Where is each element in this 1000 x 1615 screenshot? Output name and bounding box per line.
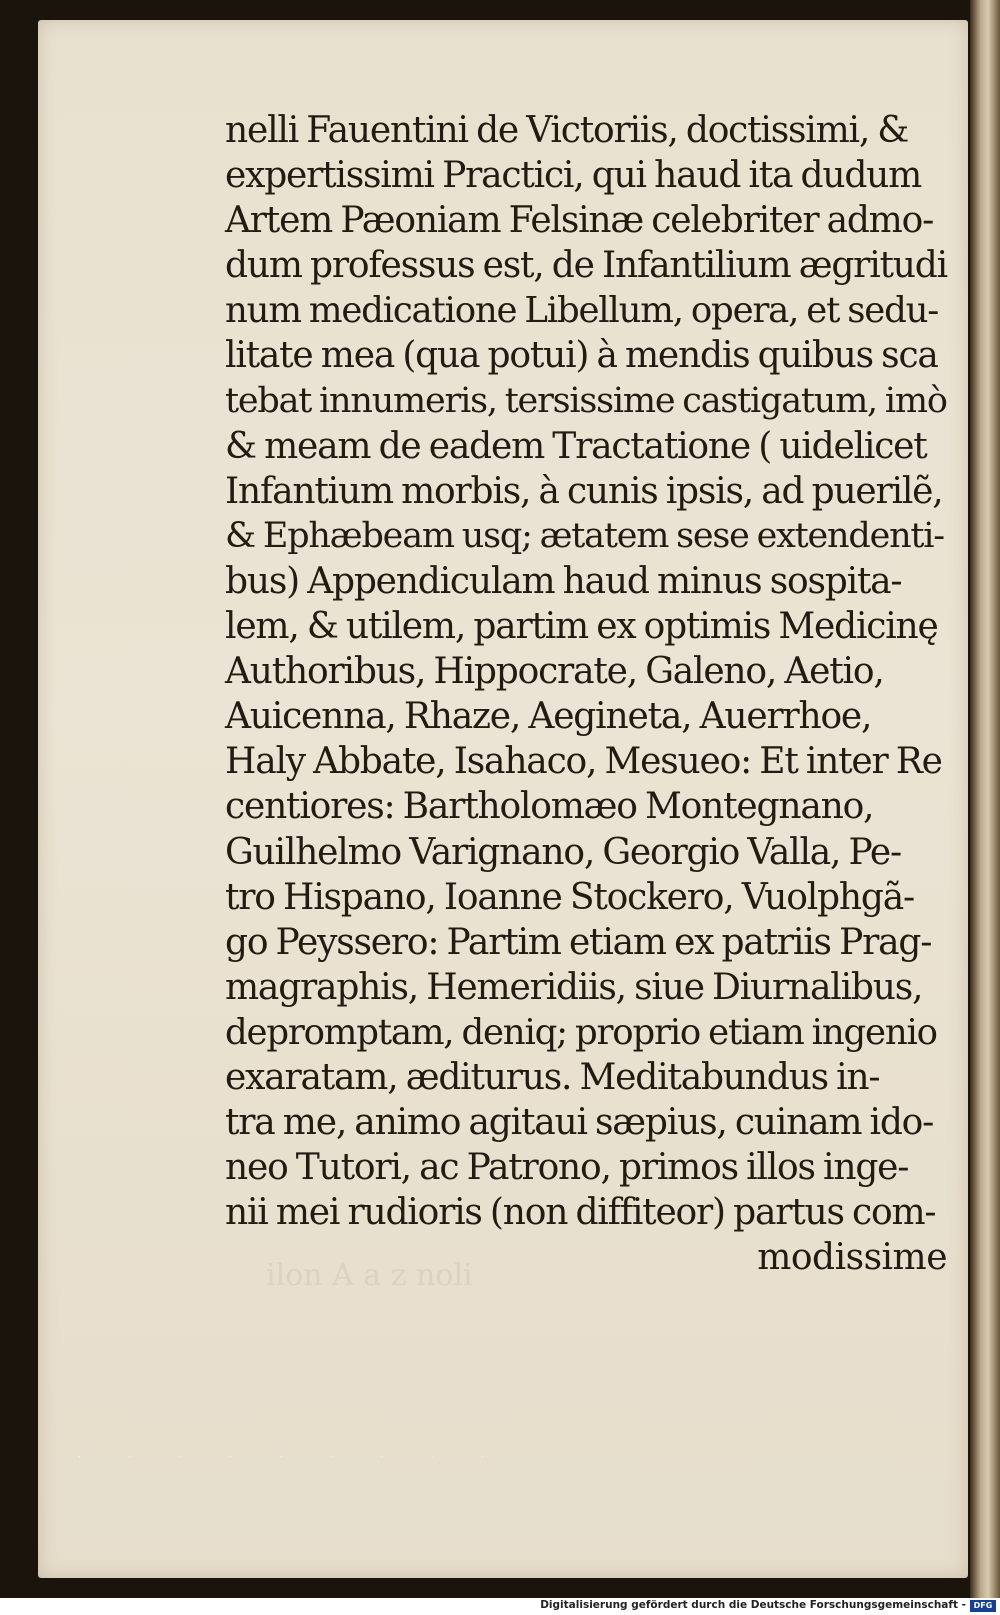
paper-specks: · · · · · · · · ·	[78, 1452, 507, 1463]
text-line: expertissimi Practici, qui haud ita dudum	[225, 155, 922, 197]
show-through-text: ilon A a z noli	[266, 1258, 473, 1293]
text-line: Authoribus, Hippocrate, Galeno, Aetio,	[225, 651, 884, 693]
body-text	[225, 108, 947, 1280]
text-line: tebat innumeris, tersissime castigatum, imò	[225, 380, 947, 421]
text-line: & Ephæbeam usq; ætatem sese extendenti-	[225, 515, 944, 556]
text-line: magraphis, Hemeridiis, siue Diurnalibus,	[225, 966, 923, 1008]
text-line: neo Tutori, ac Patrono, primos illos inge-	[225, 1147, 909, 1189]
text-line: nii mei rudioris (non diffiteor) partus com-	[225, 1192, 936, 1234]
text-line: Auicenna, Rhaze, Aegineta, Auerrhoe,	[225, 696, 872, 738]
text-line: nelli Fauentini de Victoriis, doctissimi, &	[225, 110, 909, 151]
catchword: modissime	[757, 1237, 947, 1279]
text-line: go Peyssero: Partim etiam ex patriis Prag-	[225, 921, 932, 963]
text-line: Haly Abbate, Isahaco, Mesueo: Et inter Re	[225, 741, 942, 783]
funding-credit: Digitalisierung gefördert durch die Deutsche Forschungsgemeinschaft -	[540, 1599, 966, 1611]
text-line: depromptam, deniq; proprio etiam ingenio	[225, 1011, 937, 1053]
dfg-logo-icon: DFG	[970, 1600, 996, 1612]
text-line: Infantium morbis, à cunis ipsis, ad puerilẽ,	[225, 470, 943, 512]
text-line: dum professus est, de Infantilium ægritudi	[225, 245, 947, 287]
text-line: & meam de eadem Tractatione ( uidelicet	[225, 425, 927, 467]
text-line: bus) Appendiculam haud minus sospita-	[225, 560, 902, 602]
text-line: exaratam, æditurus. Meditabundus in-	[225, 1056, 880, 1098]
text-line: centiores: Bartholomæo Montegnano,	[225, 786, 874, 828]
text-line: Artem Pæoniam Felsinæ celebriter admo-	[225, 200, 934, 242]
text-line: tra me, animo agitaui sæpius, cuinam ido-	[225, 1102, 934, 1144]
page-edge	[970, 0, 1000, 1598]
text-line: Guilhelmo Varignano, Georgio Valla, Pe-	[225, 831, 901, 873]
text-line: num medicatione Libellum, opera, et sedu-	[225, 290, 939, 332]
text-line: tro Hispano, Ioanne Stockero, Vuolphgã-	[225, 876, 914, 918]
text-line: lem, & utilem, partim ex optimis Medicinę	[225, 606, 938, 648]
digitization-footer	[0, 1598, 1000, 1615]
text-line: litate mea (qua potui) à mendis quibus sca	[225, 335, 938, 377]
